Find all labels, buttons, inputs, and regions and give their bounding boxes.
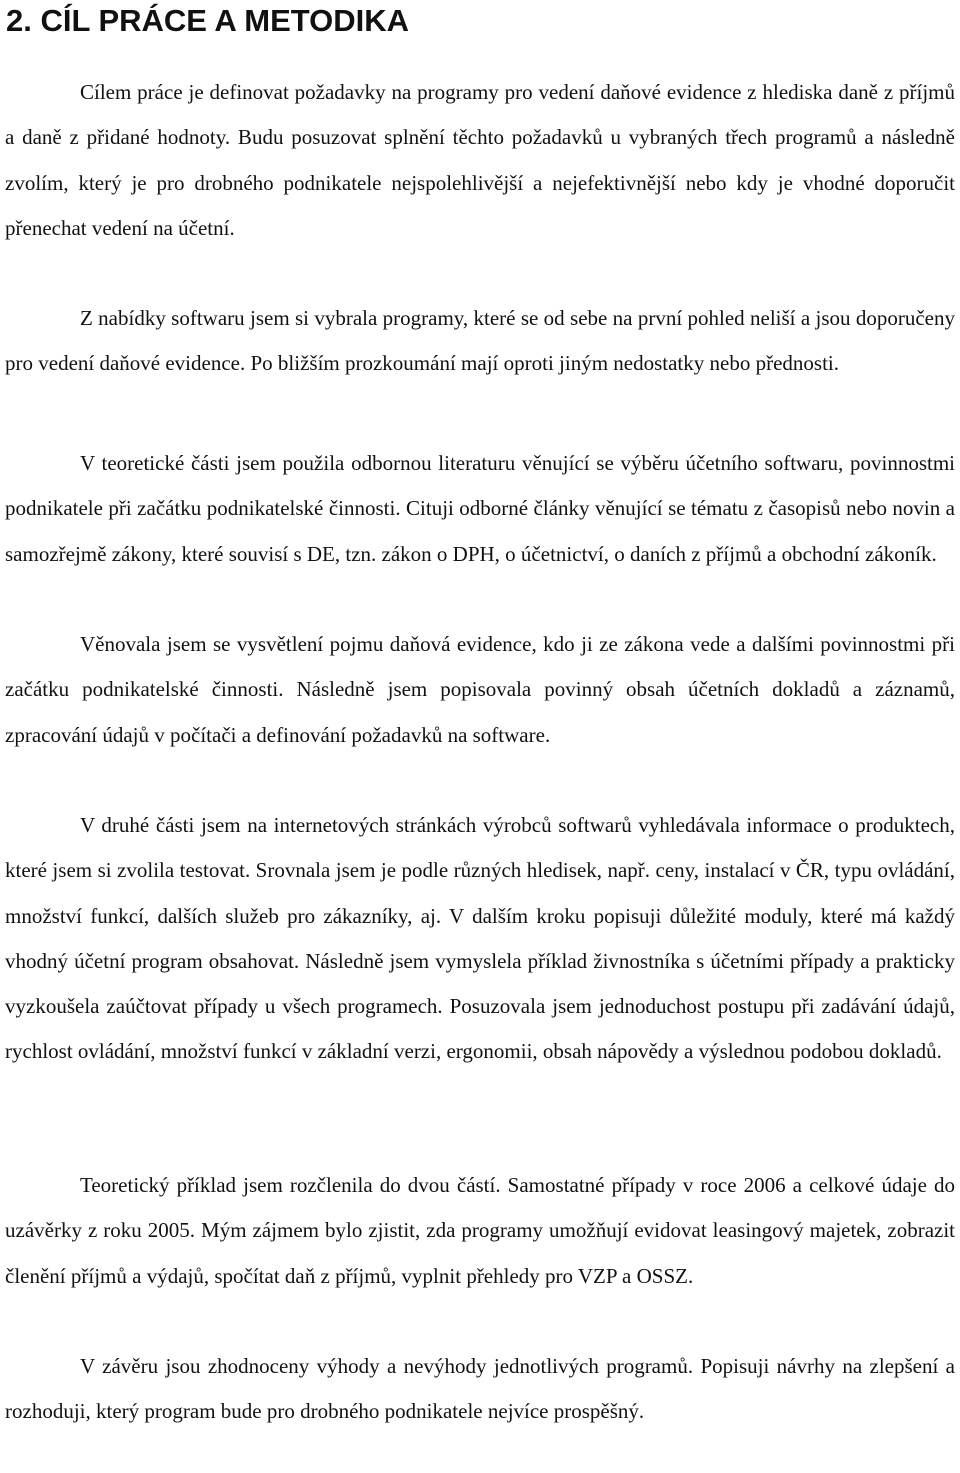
paragraph-example: Teoretický příklad jsem rozčlenila do dvou částí. Samostatné případy v roce 2006 a celkové údaje do uzávěrky z roku 2005. Mým zájmem bylo zjistit, zda programy umožňují evidovat leasingový majetek, zobrazit členění příjmů a výdajů, spočítat daň z příjmů, vyplnit přehledy pro VZP a OSSZ.	[5, 1173, 955, 1288]
paragraph-conclusion: V závěru jsou zhodnoceny výhody a nevýhody jednotlivých programů. Popisuji návrhy na zlepšení a rozhoduji, který program bude pro drobného podnikatele nejvíce prospěšný.	[5, 1354, 955, 1424]
paragraph-theoretical-part: V teoretické části jsem použila odbornou literaturu věnující se výběru účetního softwaru, povinnostmi podnikatele při začátku podnikatelské činnosti. Cituji odborné články věnující se tématu z časopisů nebo novin a samozřejmě zákony, které souvisí s DE, tzn. zákon o DPH, o účetnictví, o daních z příjmů a obchodní zákoník.	[5, 451, 955, 566]
paragraph-software-selection: Z nabídky softwaru jsem si vybrala programy, které se od sebe na první pohled neliší a jsou doporučeny pro vedení daňové evidence. Po bližším prozkoumání mají oproti jiným nedostatky nebo přednosti.	[5, 306, 955, 376]
paragraph-tax-records: Věnovala jsem se vysvětlení pojmu daňová evidence, kdo ji ze zákona vede a dalšími povinnostmi při začátku podnikatelské činnosti. Následně jsem popisovala povinný obsah účetních dokladů a záznamů, zpracování údajů v počítači a definování požadavků na software.	[5, 632, 955, 747]
paragraph-practical-part: V druhé části jsem na internetových stránkách výrobců softwarů vyhledávala informace o produktech, které jsem si zvolila testovat. Srovnala jsem je podle různých hledisek, např. ceny, instalací v ČR, typu ovládání, množství funkcí, dalších služeb pro zákazníky, aj. V dalším kroku popisuji důležité moduly, které má každý vhodný účetní program obsahovat. Následně jsem vymyslela příklad živnostníka s účetními případy a prakticky vyzkoušela zaúčtovat případy u všech programech. Posuzovala jsem jednoduchost postupu při zadávání údajů, rychlost ovládání, množství funkcí v základní verzi, ergonomii, obsah nápovědy a výslednou podobou dokladů.	[5, 813, 955, 1064]
section-heading: 2. CÍL PRÁCE A METODIKA	[6, 3, 410, 38]
paragraph-goal: Cílem práce je definovat požadavky na programy pro vedení daňové evidence z hlediska daně z příjmů a daně z přidané hodnoty. Budu posuzovat splnění těchto požadavků u vybraných třech programů a následně zvolím, který je pro drobného podnikatele nejspolehlivější a nejefektivnější nebo kdy je vhodné doporučit přenechat vedení na účetní.	[5, 80, 955, 240]
